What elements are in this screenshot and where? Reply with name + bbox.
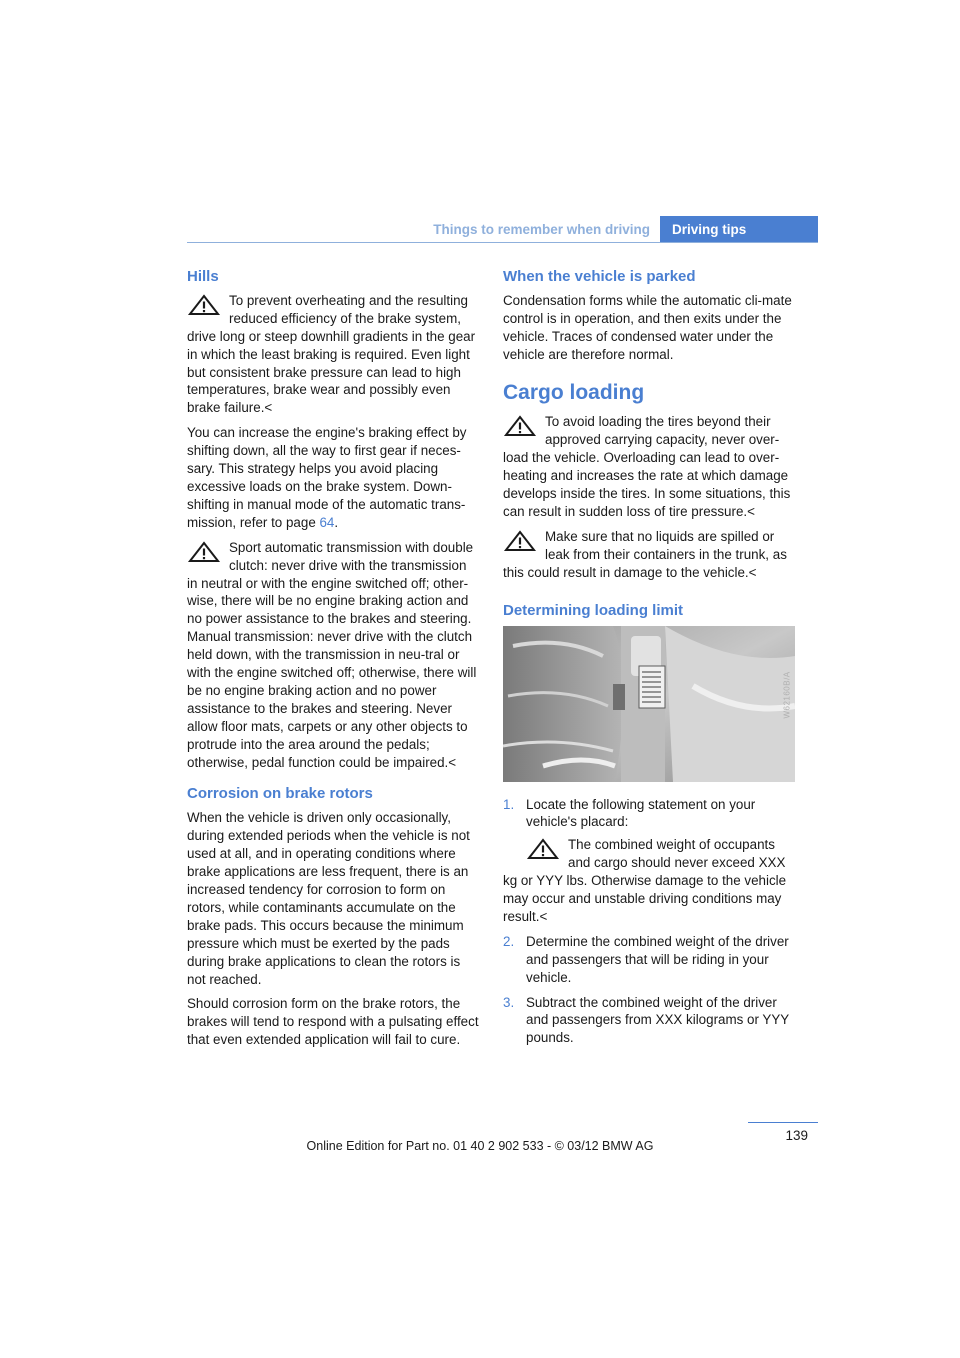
step-text: Determine the combined weight of the driver and passengers that will be riding in your vehicle. — [526, 933, 789, 985]
header-section-title: Things to remember when driving — [433, 222, 650, 237]
door-pillar-placard-photo — [503, 626, 795, 782]
cargo-warning-1 — [503, 413, 795, 520]
step-text: Subtract the combined weight of the driver and passengers from XXX kilograms or YYY pounds. — [526, 994, 789, 1046]
placard-statement-warning — [503, 836, 795, 926]
warning-triangle-icon — [503, 530, 537, 552]
header-chapter-tab: Driving tips — [660, 216, 818, 242]
corrosion-heading: Corrosion on brake rotors — [187, 785, 373, 803]
warning-triangle-icon — [187, 541, 221, 563]
step-2 — [503, 933, 795, 987]
header-rule — [187, 242, 818, 243]
step-number: 1. — [503, 796, 515, 812]
left-column — [187, 264, 479, 1056]
warning-triangle-icon — [526, 838, 560, 860]
end-mark: < — [264, 400, 273, 416]
end-mark: < — [747, 503, 755, 519]
end-mark: < — [448, 754, 457, 770]
parked-heading: When the vehicle is parked — [503, 268, 696, 285]
sport-warning-text: Sport automatic transmission with double clutch: never drive with the transmission in neutral or with the engine switched off; other-wise, there will be no engine braking action and no power assistance to the brakes and steering. Manual transmission: never drive with the clutch held down, with the transmission in neu-tral or with the engine switched off; otherwise, there will be no engine braking action and no power assistance to the brakes and steering. Never allow floor mats, carpets or any other objects to protrude into the area around the pedals; otherwise, pedal function could be impaired. — [187, 539, 477, 770]
hills-warning — [187, 292, 479, 417]
hills-paragraph-text: You can increase the engine's braking effect by shifting down, all the way to first gear if neces-sary. This strategy helps you avoid placing excessive loads on the brake system. Down-shifting in manual mode of the automatic trans-mission, refer to page — [187, 425, 467, 530]
loading-steps — [503, 796, 795, 1048]
cargo-loading-heading: Cargo loading — [503, 380, 645, 404]
page-number-rule — [748, 1122, 818, 1123]
step-1 — [503, 796, 795, 926]
step-number: 3. — [503, 994, 515, 1010]
hills-warning-text: To prevent overheating and the resulting reduced efficiency of the brake system, drive long or steep downhill gradients in the gear in which the least braking is required. Even light but consistent brake pressure can lead to high temperatures, brake wear and possibly even brake failure. — [187, 292, 476, 416]
page-64-link[interactable]: 64 — [319, 514, 335, 530]
cargo-warning-2 — [503, 528, 795, 582]
photo-code: W62160B/A — [782, 670, 792, 719]
hills-paragraph — [187, 424, 479, 531]
hills-paragraph-end: . — [334, 514, 339, 530]
warning-triangle-icon — [503, 415, 537, 437]
warning-triangle-icon — [187, 294, 221, 316]
corrosion-paragraph-2: Should corrosion form on the brake rotors, the brakes will tend to respond with a pulsating effect that even extended application will fail to cure. — [187, 996, 479, 1048]
end-mark: < — [748, 564, 757, 580]
cargo-warning-1-text: To avoid loading the tires beyond their approved carrying capacity, never over-load the vehicle. Overloading can lead to over-heating and increases the rate at which damage develops inside the tires. In some situations, this can result in sudden loss of tire pressure. — [503, 414, 791, 519]
step-3 — [503, 994, 795, 1048]
parked-paragraph: Condensation forms while the automatic cli-mate control is in operation, and then exits under the vehicle. Traces of condensed water under the vehicle are therefore normal. — [503, 292, 792, 362]
loading-limit-heading: Determining loading limit — [503, 601, 684, 619]
step-number: 2. — [503, 933, 515, 949]
hills-heading: Hills — [187, 268, 219, 285]
sport-transmission-warning — [187, 539, 479, 772]
footer-edition-note: Online Edition for Part no. 01 40 2 902 533 - © 03/12 BMW AG — [306, 1139, 654, 1153]
placard-warning-text: The combined weight of occupants and cargo should never exceed XXX kg or YYY lbs. Otherwise damage to the vehicle may occur and unstable driving conditions may result. — [503, 837, 787, 924]
page-number: 139 — [785, 1128, 808, 1143]
step-text: Locate the following statement on your vehicle's placard: — [526, 796, 756, 830]
right-column — [503, 264, 795, 1054]
end-mark: < — [539, 908, 548, 924]
corrosion-paragraph-1: When the vehicle is driven only occasionally, during extended periods when the vehicle is not used at all, and in operating conditions where brake applications are less frequent, there is an increased tendency for corrosion to form on rotors, while contaminants accumulate on the brake pads. This occurs because the minimum pressure which must be exerted by the pads during brake applications to clean the rotors is not reached. — [187, 810, 470, 987]
cargo-warning-2-text: Make sure that no liquids are spilled or leak from their containers in the trunk, as this could result in damage to the vehicle. — [503, 528, 787, 580]
